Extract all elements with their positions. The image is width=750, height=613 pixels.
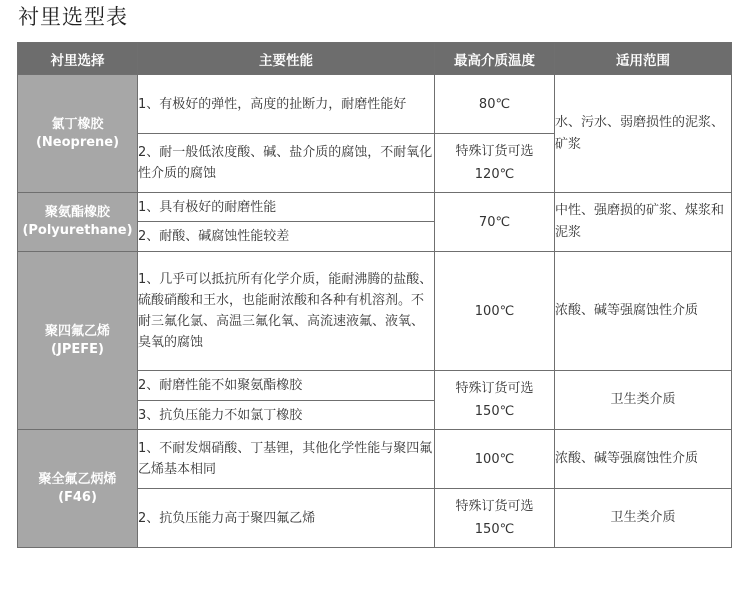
application-text: 卫生类介质 xyxy=(555,371,732,430)
max-temp: 70℃ xyxy=(435,193,555,252)
lining-name-en: (F46) xyxy=(58,489,97,505)
table-row xyxy=(18,430,732,489)
lining-selection-table xyxy=(17,42,732,548)
lining-name-cn: 聚氨酯橡胶 xyxy=(44,205,110,220)
lining-name-en: (Neoprene) xyxy=(35,134,120,150)
table-row xyxy=(18,75,732,134)
application-text: 水、污水、弱磨损性的泥浆、矿浆 xyxy=(555,75,732,193)
property-text: 2、耐磨性能不如聚氨酯橡胶 xyxy=(138,371,435,401)
max-temp: 100℃ xyxy=(435,252,555,371)
table-header-row xyxy=(18,43,732,75)
lining-jpefe xyxy=(18,252,138,430)
header-lining: 衬里选择 xyxy=(18,43,138,75)
max-temp: 特殊订货可选 120℃ xyxy=(435,134,555,193)
property-text: 1、有极好的弹性，高度的扯断力，耐磨性能好 xyxy=(138,75,435,134)
lining-name-cn: 聚全氟乙炳烯 xyxy=(38,471,117,487)
header-applications: 适用范围 xyxy=(555,43,732,75)
header-properties: 主要性能 xyxy=(138,43,435,75)
max-temp: 80℃ xyxy=(435,75,555,134)
max-temp: 100℃ xyxy=(435,430,555,489)
property-text: 1、具有极好的耐磨性能 xyxy=(138,193,435,222)
page-title: 衬里选型表 xyxy=(18,5,128,29)
header-max-temp: 最高介质温度 xyxy=(435,43,555,75)
table-row xyxy=(18,193,732,222)
table-row xyxy=(18,252,732,371)
property-text: 2、耐一般低浓度酸、碱、盐介质的腐蚀，不耐氧化性介质的腐蚀 xyxy=(138,134,435,193)
property-text: 1、几乎可以抵抗所有化学介质，能耐沸腾的盐酸、硫酸硝酸和王水，也能耐浓酸和各种有机溶剂。不耐三氟化氯、高温三氟化氧、高流速液氟、液氧、臭氧的腐蚀 xyxy=(138,252,435,371)
lining-name-en: (JPEFE) xyxy=(51,341,104,357)
application-text: 卫生类介质 xyxy=(555,489,732,548)
lining-polyurethane xyxy=(18,193,138,252)
lining-f46 xyxy=(18,430,138,548)
property-text: 2、耐酸、碱腐蚀性能较差 xyxy=(138,222,435,252)
lining-neoprene xyxy=(18,75,138,193)
lining-name-en: (Polyurethane) xyxy=(22,223,133,238)
lining-name-cn: 氯丁橡胶 xyxy=(51,116,104,132)
application-text: 中性、强磨损的矿浆、煤浆和泥浆 xyxy=(555,193,732,252)
property-text: 1、不耐发烟硝酸、丁基锂，其他化学性能与聚四氟乙烯基本相同 xyxy=(138,430,435,489)
max-temp: 特殊订货可选 150℃ xyxy=(435,371,555,430)
application-text: 浓酸、碱等强腐蚀性介质 xyxy=(555,252,732,371)
max-temp: 特殊订货可选 150℃ xyxy=(435,489,555,548)
lining-name-cn: 聚四氟乙烯 xyxy=(44,323,110,339)
property-text: 3、抗负压能力不如氯丁橡胶 xyxy=(138,401,435,430)
property-text: 2、抗负压能力高于聚四氟乙烯 xyxy=(138,489,435,548)
application-text: 浓酸、碱等强腐蚀性介质 xyxy=(555,430,732,489)
